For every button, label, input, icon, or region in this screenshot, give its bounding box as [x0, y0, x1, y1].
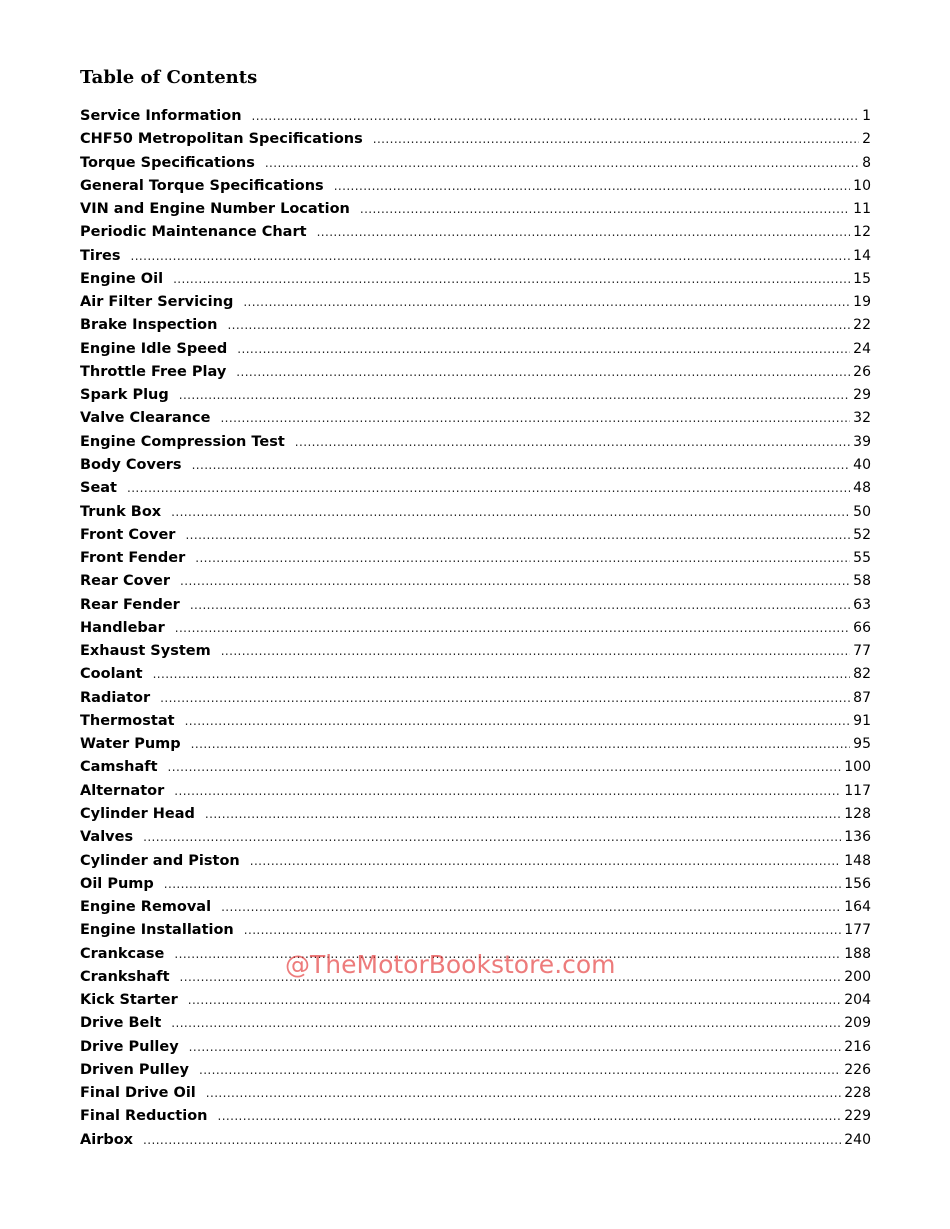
toc-entry[interactable]	[80, 1036, 871, 1059]
dot-leader	[295, 431, 850, 454]
toc-entry-label: Service Information	[80, 108, 242, 124]
toc-entry[interactable]	[80, 1012, 871, 1035]
toc-entry[interactable]	[80, 501, 871, 524]
toc-entry[interactable]	[80, 1082, 871, 1105]
toc-entry-label: Throttle Free Play	[80, 363, 227, 380]
dot-leader	[185, 710, 851, 733]
toc-entry-page-number: 55	[853, 550, 871, 567]
toc-entry-label: Valve Clearance	[80, 410, 211, 427]
dot-leader	[174, 780, 841, 803]
toc-entry-label: Spark Plug	[80, 387, 169, 404]
toc-entry-label: VIN and Engine Number Location	[80, 201, 350, 218]
toc-entry-label: Trunk Box	[80, 503, 162, 520]
toc-entry[interactable]	[80, 407, 871, 430]
toc-entry-page-number: 32	[853, 410, 871, 427]
dot-leader	[179, 384, 850, 407]
dot-leader	[195, 547, 850, 570]
toc-entry-page-number: 82	[853, 666, 871, 683]
toc-entry-page-number: 63	[853, 596, 871, 613]
dot-leader	[334, 175, 850, 198]
toc-entry-page-number: 117	[844, 782, 871, 799]
toc-entry[interactable]	[80, 361, 871, 384]
toc-entry-label: Cylinder Head	[80, 805, 195, 822]
toc-entry[interactable]	[80, 756, 871, 779]
page-title: Table of Contents	[80, 67, 258, 88]
toc-entry-page-number: 226	[844, 1061, 871, 1078]
toc-entry-label: General Torque Specifications	[80, 177, 324, 194]
toc-entry-label: Radiator	[80, 689, 151, 706]
dot-leader	[192, 454, 851, 477]
toc-entry-label: Torque Specifications	[80, 154, 255, 171]
toc-entry[interactable]	[80, 594, 871, 617]
toc-entry-label: Alternator	[80, 782, 165, 799]
toc-entry-page-number: 188	[844, 945, 871, 962]
dot-leader	[244, 919, 842, 942]
toc-entry-page-number: 50	[853, 503, 871, 520]
dot-leader	[171, 1012, 841, 1035]
toc-entry-page-number: 209	[844, 1015, 871, 1032]
toc-entry[interactable]	[80, 989, 871, 1012]
toc-entry[interactable]	[80, 384, 871, 407]
toc-entry-page-number: 52	[853, 526, 871, 543]
toc-entry-page-number: 240	[844, 1131, 871, 1148]
toc-entry-label: Periodic Maintenance Chart	[80, 224, 307, 241]
toc-entry-page-number: 128	[844, 805, 871, 822]
toc-entry[interactable]	[80, 477, 871, 500]
toc-entry[interactable]	[80, 687, 871, 710]
toc-entry-label: Engine Installation	[80, 922, 234, 939]
toc-entry-page-number: 11	[853, 201, 871, 218]
toc-entry-page-number: 22	[853, 317, 871, 334]
toc-entry-page-number: 156	[844, 875, 871, 892]
dot-leader	[237, 338, 850, 361]
toc-entry-page-number: 58	[853, 573, 871, 590]
toc-entry[interactable]	[80, 454, 871, 477]
toc-entry[interactable]	[80, 873, 871, 896]
toc-entry-page-number: 29	[853, 387, 871, 404]
toc-entry-page-number: 148	[844, 852, 871, 869]
toc-entry-label: Rear Cover	[80, 573, 171, 590]
toc-entry-label: Kick Starter	[80, 992, 178, 1009]
dot-leader	[221, 896, 841, 919]
toc-entry-page-number: 228	[844, 1085, 871, 1102]
toc-entry-page-number: 200	[844, 968, 871, 985]
toc-entry[interactable]	[80, 617, 871, 640]
dot-leader	[143, 826, 841, 849]
toc-entry-page-number: 95	[853, 736, 871, 753]
dot-leader	[189, 1036, 842, 1059]
dot-leader	[130, 245, 850, 268]
toc-entry[interactable]	[80, 198, 871, 221]
toc-entry[interactable]	[80, 1059, 871, 1082]
toc-entry[interactable]	[80, 175, 871, 198]
toc-entry-label: Brake Inspection	[80, 317, 218, 334]
toc-entry[interactable]	[80, 919, 871, 942]
dot-leader	[243, 291, 850, 314]
toc-entry[interactable]	[80, 850, 871, 873]
toc-entry-label: Handlebar	[80, 619, 165, 636]
toc-entry[interactable]	[80, 547, 871, 570]
toc-entry-page-number: 66	[853, 619, 871, 636]
dot-leader	[217, 1105, 841, 1128]
toc-entry-label: Camshaft	[80, 759, 158, 776]
toc-entry-label: Engine Removal	[80, 899, 212, 916]
dot-leader	[205, 803, 841, 826]
toc-entry-page-number: 24	[853, 340, 871, 357]
toc-entry[interactable]	[80, 1105, 871, 1128]
toc-entry-label: Tires	[80, 247, 121, 264]
toc-entry-page-number: 229	[844, 1108, 871, 1125]
toc-entry-page-number: 14	[853, 247, 871, 264]
toc-entry-label: Rear Fender	[80, 596, 180, 613]
toc-entry-label: Valves	[80, 829, 134, 846]
toc-entry-label: Thermostat	[80, 712, 175, 729]
toc-entry-page-number: 177	[844, 922, 871, 939]
toc-entry-page-number: 100	[844, 759, 871, 776]
toc-entry-label: Drive Belt	[80, 1015, 162, 1032]
dot-leader	[199, 1059, 841, 1082]
toc-entry-label: Body Covers	[80, 456, 182, 473]
toc-entry-page-number: 77	[853, 643, 871, 660]
toc-entry-page-number: 12	[853, 224, 871, 241]
dot-leader	[206, 1082, 842, 1105]
toc-entry[interactable]	[80, 152, 871, 175]
dot-leader	[221, 640, 850, 663]
toc-entry-page-number: 10	[853, 177, 871, 194]
dot-leader	[143, 1129, 841, 1152]
dot-leader	[180, 570, 850, 593]
toc-entry[interactable]	[80, 105, 871, 128]
toc-entry-label: Engine Compression Test	[80, 433, 285, 450]
toc-entry-label: Air Filter Servicing	[80, 294, 234, 311]
dot-leader	[153, 663, 851, 686]
toc-entry-page-number: 26	[853, 363, 871, 380]
toc-entry[interactable]	[80, 570, 871, 593]
toc-entry-label: Airbox	[80, 1131, 134, 1148]
toc-entry-page-number: 204	[844, 992, 871, 1009]
toc-entry-label: Exhaust System	[80, 643, 211, 660]
toc-entry[interactable]	[80, 780, 871, 803]
toc-entry-label: Crankshaft	[80, 968, 170, 985]
dot-leader	[188, 989, 842, 1012]
dot-leader	[265, 152, 859, 175]
toc-entry-label: Front Fender	[80, 550, 186, 567]
toc-entry-label: Engine Oil	[80, 270, 164, 287]
toc-entry[interactable]	[80, 803, 871, 826]
toc-entry-label: Coolant	[80, 666, 143, 683]
toc-entry-label: CHF50 Metropolitan Specifications	[80, 131, 363, 148]
toc-entry-page-number: 48	[853, 480, 871, 497]
toc-entry-label: Cylinder and Piston	[80, 852, 240, 869]
dot-leader	[185, 524, 850, 547]
toc-entry-label: Final Drive Oil	[80, 1085, 196, 1102]
toc-entry-page-number: 15	[853, 270, 871, 287]
toc-entry-page-number: 216	[844, 1038, 871, 1055]
toc-entry-label: Crankcase	[80, 945, 165, 962]
toc-entry-page-number: 136	[844, 829, 871, 846]
toc-entry-label: Seat	[80, 480, 117, 497]
toc-entry[interactable]	[80, 826, 871, 849]
toc-entry-page-number: 40	[853, 456, 871, 473]
dot-leader	[173, 268, 850, 291]
toc-entry-page-number: 2	[862, 131, 871, 148]
toc-entry[interactable]	[80, 640, 871, 663]
dot-leader	[317, 221, 851, 244]
toc-entry[interactable]	[80, 291, 871, 314]
toc-entry-label: Driven Pulley	[80, 1061, 189, 1078]
toc-entry-label: Final Reduction	[80, 1108, 208, 1125]
toc-entry-label: Front Cover	[80, 526, 176, 543]
toc-entry-page-number: 8	[862, 154, 871, 171]
toc-entry[interactable]	[80, 710, 871, 733]
dot-leader	[164, 873, 842, 896]
dot-leader	[168, 756, 842, 779]
toc-entry-page-number: 39	[853, 433, 871, 450]
toc-entry[interactable]	[80, 896, 871, 919]
toc-entry-label: Engine Idle Speed	[80, 340, 228, 357]
dot-leader	[220, 407, 850, 430]
table-of-contents-list	[80, 105, 871, 1152]
toc-entry-page-number: 91	[853, 712, 871, 729]
dot-leader	[360, 198, 850, 221]
toc-entry[interactable]	[80, 268, 871, 291]
dot-leader	[190, 594, 850, 617]
dot-leader	[252, 105, 860, 128]
dot-leader	[160, 687, 850, 710]
toc-entry[interactable]	[80, 338, 871, 361]
toc-entry[interactable]	[80, 431, 871, 454]
toc-entry[interactable]	[80, 733, 871, 756]
toc-entry-label: Drive Pulley	[80, 1038, 179, 1055]
toc-entry-label: Water Pump	[80, 736, 181, 753]
dot-leader	[127, 477, 850, 500]
toc-entry-page-number: 1	[862, 108, 871, 124]
watermark: @TheMotorBookstore.com	[285, 950, 616, 979]
toc-entry[interactable]	[80, 1129, 871, 1152]
dot-leader	[171, 501, 850, 524]
dot-leader	[250, 850, 842, 873]
toc-entry[interactable]	[80, 663, 871, 686]
toc-entry[interactable]	[80, 128, 871, 151]
toc-entry[interactable]	[80, 245, 871, 268]
toc-entry-page-number: 19	[853, 294, 871, 311]
toc-entry[interactable]	[80, 221, 871, 244]
toc-entry-page-number: 164	[844, 899, 871, 916]
toc-entry[interactable]	[80, 524, 871, 547]
dot-leader	[373, 128, 859, 151]
dot-leader	[236, 361, 850, 384]
toc-entry[interactable]	[80, 314, 871, 337]
dot-leader	[227, 314, 850, 337]
toc-entry-page-number: 87	[853, 689, 871, 706]
dot-leader	[191, 733, 851, 756]
toc-entry-label: Oil Pump	[80, 875, 154, 892]
dot-leader	[175, 617, 850, 640]
